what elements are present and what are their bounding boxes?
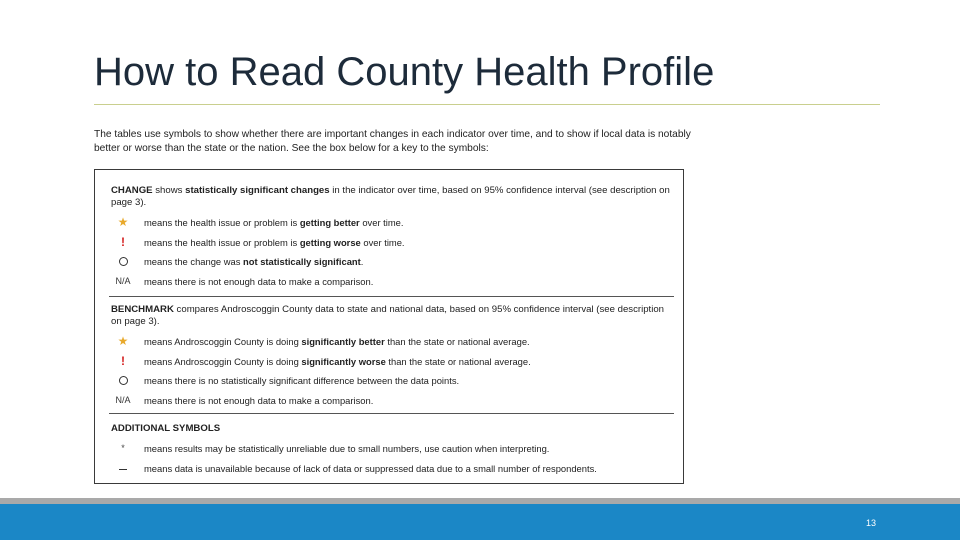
benchmark-row-text: means there is not enough data to make a comparison. [144, 394, 374, 406]
row-emphasis: getting better [299, 217, 360, 228]
page-number: 13 [865, 518, 876, 528]
change-row-text [144, 252, 363, 272]
row-text: means Androscoggin County is doing [144, 336, 302, 347]
benchmark-row-text [144, 332, 530, 352]
row-text: means the change was [144, 256, 244, 267]
slide-title: How to Read County Health Profile [94, 50, 715, 94]
row-emphasis: significantly worse [301, 355, 386, 367]
symbol-key-box [94, 169, 684, 484]
row-text: means Androscoggin County is doing [144, 355, 302, 367]
change-row-text: means there is not enough data to make a comparison. [144, 275, 374, 287]
exclamation-icon: ! [121, 353, 125, 368]
row-text: over time. [360, 236, 405, 248]
benchmark-heading-label: BENCHMARK [111, 304, 174, 315]
row-text: . [360, 256, 364, 267]
benchmark-row-better [111, 332, 673, 352]
dash-icon [111, 459, 135, 479]
na-label: N/A [115, 394, 131, 405]
change-row-not-significant [111, 252, 673, 272]
benchmark-row-worse [111, 352, 673, 372]
star-icon: ★ [117, 334, 129, 348]
row-emphasis: not statistically significant [243, 256, 361, 267]
additional-row-text: means results may be statistically unreliable due to small numbers, use caution when interpreting. [144, 443, 550, 454]
additional-row-unreliable [111, 439, 673, 459]
row-text: than the state or national average. [385, 355, 531, 367]
section-divider [109, 296, 674, 297]
section-divider [109, 413, 674, 414]
additional-heading [111, 423, 673, 435]
circle-icon [111, 371, 135, 391]
additional-row-unavailable [111, 459, 673, 479]
benchmark-row-text [144, 352, 531, 372]
row-text: over time. [359, 217, 404, 228]
change-section [111, 185, 673, 291]
row-text: than the state or national average. [384, 336, 530, 347]
additional-row-text: means data is unavailable because of lack of data or suppressed data due to a small number of respondents. [144, 462, 597, 474]
row-emphasis: getting worse [299, 236, 361, 248]
benchmark-row-text: means there is no statistically significant difference between the data points. [144, 375, 460, 386]
change-row-better [111, 213, 673, 233]
row-text: means the health issue or problem is [144, 217, 300, 228]
additional-symbols-section [111, 423, 673, 478]
benchmark-heading [111, 304, 673, 328]
change-heading-emphasis: statistically significant changes [185, 185, 330, 196]
change-heading-text-1: shows [152, 185, 186, 196]
change-row-text [144, 233, 405, 253]
change-row-na [111, 272, 673, 292]
change-heading-label: CHANGE [111, 185, 153, 196]
circle-icon [111, 252, 135, 272]
additional-heading-label: ADDITIONAL SYMBOLS [111, 423, 221, 434]
benchmark-row-no-difference [111, 371, 673, 391]
star-icon: ★ [117, 215, 129, 229]
row-text: means the health issue or problem is [144, 236, 300, 248]
benchmark-section [111, 304, 673, 410]
change-heading-text-2: in the indicator over time, based on 95% confidence interval (see description on page 3). [111, 185, 670, 208]
change-row-text [144, 213, 403, 233]
exclamation-icon: ! [121, 234, 125, 249]
benchmark-heading-text: compares Androscoggin County data to state and national data, based on 95% confidence interval (see description on page 3). [111, 304, 665, 327]
benchmark-row-na [111, 391, 673, 411]
change-row-worse [111, 233, 673, 253]
row-emphasis: significantly better [301, 336, 385, 347]
intro-paragraph: The tables use symbols to show whether there are important changes in each indicator over time, and to show if local data is notably better or worse than the state or the nation. See the box below for a key to the symbols: [94, 129, 691, 154]
change-heading [111, 185, 673, 209]
footer-bar [0, 504, 960, 540]
asterisk-icon: * [121, 443, 125, 453]
na-label: N/A [115, 275, 131, 286]
title-divider [94, 104, 880, 105]
